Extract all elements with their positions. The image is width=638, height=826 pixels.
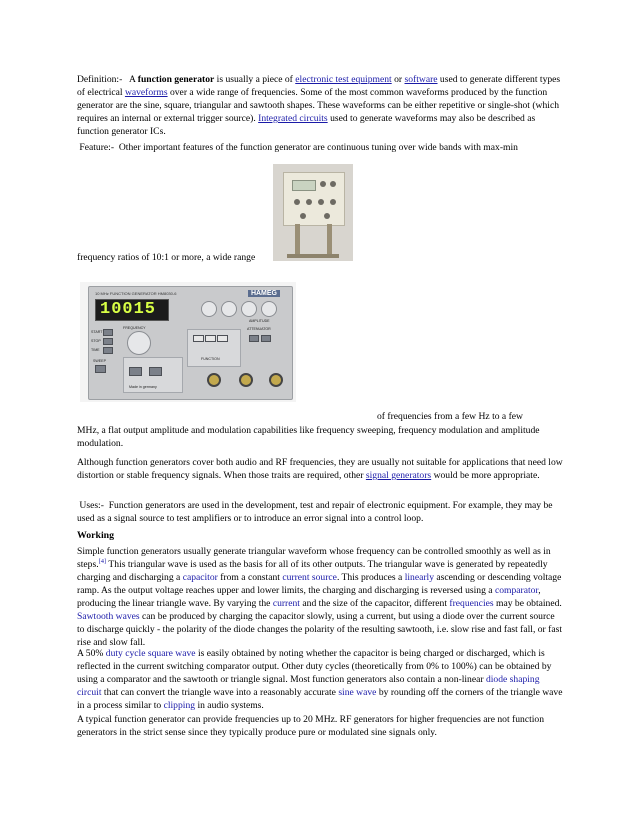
link-sawtooth-waves[interactable]: Sawtooth waves <box>77 611 140 622</box>
text: A 50% <box>77 648 106 659</box>
link-signal-generators[interactable]: signal generators <box>365 470 432 481</box>
link-integrated-circuits[interactable]: Integrated circuits <box>258 113 328 124</box>
text: used to generate waveforms may also be described as function generator ICs. <box>77 113 536 137</box>
text: Function generators are used in the development, test and repair of electronic equipment. For example, they may be used as a signal source to test amplifiers or to introduce an error signal into a control loop. <box>77 500 553 524</box>
range-button <box>129 367 142 376</box>
attenuator-label: ATTENUATOR <box>247 327 271 331</box>
knob-icon <box>201 301 217 317</box>
text: This triangular wave is used as the basis for all of its other outputs. The triangular wave is generated by repeatedly charging and discharging a <box>77 559 548 583</box>
knob-icon <box>320 181 326 187</box>
text: in audio systems. <box>195 700 264 711</box>
attenuator-button <box>261 335 271 342</box>
text: would be more appropriate. <box>431 470 540 481</box>
knob-icon <box>221 301 237 317</box>
text: is easily obtained by noting whether the capacitor is being charged or discharged, which is reflected in the current switching comparator output. Other duty cycles (theoretically from 0% to 100%) can be obtained by using a comparator and the sawtooth or triangle signal. Most function generators also contain a non-linear <box>77 648 552 685</box>
working-heading: Working <box>77 530 115 541</box>
feature-line-2: frequency ratios of 10:1 or more, a wide range <box>77 252 256 263</box>
device-body <box>283 172 345 226</box>
sweep-label: SWEEP <box>93 359 106 363</box>
bnc-connector-icon <box>269 373 283 387</box>
definition-label: Definition:- <box>77 74 123 85</box>
text: ascending or descending voltage ramp. As the output voltage reaches upper and lower limits, the charging and discharging is reversed using a <box>77 572 562 596</box>
working-paragraph-1 <box>77 545 563 649</box>
function-label: FUNCTION <box>201 357 220 361</box>
text: Simple function generators usually generate triangular waveform whose frequency can be controlled smoothly as well as in steps. <box>77 546 551 570</box>
start-button <box>103 329 113 336</box>
feature-line-3: of frequencies from a few Hz to a few <box>377 411 523 422</box>
link-linearly[interactable]: linearly <box>404 572 435 583</box>
knob-icon <box>330 199 336 205</box>
sweep-button <box>95 365 106 373</box>
link-diode-shaping-circuit[interactable]: diode shaping circuit <box>77 674 540 698</box>
text: Other important features of the function generator are continuous tuning over wide bands with max-min <box>118 142 518 153</box>
bnc-connector-icon <box>239 373 253 387</box>
frequency-dial-icon <box>127 331 151 355</box>
text: or <box>391 74 405 85</box>
link-frequencies[interactable]: frequencies <box>449 598 494 609</box>
brand-logo: HAMEG <box>248 290 280 297</box>
term-function-generator: function generator <box>137 74 215 85</box>
feature-line-1 <box>77 141 563 154</box>
function-generator-photo-hameg <box>80 282 296 402</box>
stop-button <box>103 338 113 345</box>
stop-label: STOP <box>91 339 101 343</box>
frequency-display <box>95 299 169 321</box>
reference-4[interactable]: [4] <box>98 557 107 565</box>
amplitude-label: AMPLITUDE <box>249 319 270 323</box>
working-paragraph-2 <box>77 647 563 712</box>
link-comparator[interactable]: comparator <box>494 585 539 596</box>
range-button <box>149 367 162 376</box>
link-software[interactable]: software <box>404 74 438 85</box>
link-clipping[interactable]: clipping <box>163 700 196 711</box>
stand-leg <box>295 224 300 258</box>
text: by rounding off the corners of the triangle wave in a process similar to <box>77 687 563 711</box>
waveform-button <box>193 335 204 342</box>
time-label: TIME <box>91 348 100 352</box>
text: used to generate different types of electrical <box>77 74 561 98</box>
knob-icon <box>294 199 300 205</box>
feature-rest: MHz, a flat output amplitude and modulation capabilities like frequency sweeping, frequency modulation and amplitude modulation. <box>77 425 540 449</box>
model-label: 10 MHz FUNCTION GENERATOR HM8030-6 <box>95 291 177 296</box>
link-electronic-test-equipment[interactable]: electronic test equipment <box>295 74 392 85</box>
knob-icon <box>324 213 330 219</box>
text: Although function generators cover both audio and RF frequencies, they are usually not suitable for applications that need low distortion or stable frequency signals. When those traits are required, other <box>77 457 563 481</box>
time-button <box>103 347 113 354</box>
attenuator-button <box>249 335 259 342</box>
bnc-connector-icon <box>207 373 221 387</box>
feature-label: Feature:- <box>79 142 115 153</box>
knob-icon <box>318 199 324 205</box>
link-capacitor[interactable]: capacitor <box>182 572 218 583</box>
text: from a constant <box>217 572 283 583</box>
link-waveforms[interactable]: waveforms <box>124 87 168 98</box>
text: over a wide range of frequencies. Some of the most common waveforms produced by the function generator are the sine, square, triangular and sawtooth shapes. These waveforms can be either repetitive or single-shot (which requires an internal or external trigger source). <box>77 87 560 124</box>
function-generator-photo-small <box>273 164 353 261</box>
knob-icon <box>261 301 277 317</box>
waveform-button <box>217 335 228 342</box>
waveform-button <box>205 335 216 342</box>
uses-paragraph <box>77 499 563 525</box>
link-current-source[interactable]: current source <box>282 572 337 583</box>
rf-paragraph <box>77 456 563 482</box>
knob-icon <box>300 213 306 219</box>
frequency-label: FREQUENCY <box>123 326 146 330</box>
stand-leg <box>327 224 332 258</box>
text: . This produces a <box>336 572 405 583</box>
uses-label: Uses:- <box>79 500 104 511</box>
device-body <box>88 286 293 400</box>
made-label: Made in germany <box>129 385 157 389</box>
text: that can convert the triangle wave into a reasonably accurate <box>101 687 339 698</box>
working-paragraph-3: A typical function generator can provide frequencies up to 20 MHz. RF generators for higher frequencies are not function generators in the strict sense since they typically produce pure or modulated sine signals only. <box>77 714 545 738</box>
device-display <box>292 180 316 191</box>
text: can be produced by charging the capacitor slowly, using a current, but using a diode over the current source to discharge quickly - the polarity of the diode changes the polarity of the resulting sawtooth, i.e. slow rise and fast fall, or fast rise and slow fall. <box>77 611 562 648</box>
text: A <box>128 74 138 85</box>
definition-paragraph <box>77 73 563 138</box>
link-sine-wave[interactable]: sine wave <box>338 687 377 698</box>
text: and the size of the capacitor, different <box>299 598 450 609</box>
knob-icon <box>306 199 312 205</box>
text: , producing the linear triangle wave. By varying the <box>77 585 541 609</box>
link-current[interactable]: current <box>272 598 300 609</box>
knob-icon <box>330 181 336 187</box>
knob-icon <box>241 301 257 317</box>
start-label: START <box>91 330 103 334</box>
text: is usually a piece of <box>214 74 296 85</box>
text: may be obtained. <box>493 598 562 609</box>
display-digits: 10015 <box>100 300 157 319</box>
link-duty-cycle-square-wave[interactable]: duty cycle square wave <box>105 648 196 659</box>
stand-base <box>287 254 339 258</box>
